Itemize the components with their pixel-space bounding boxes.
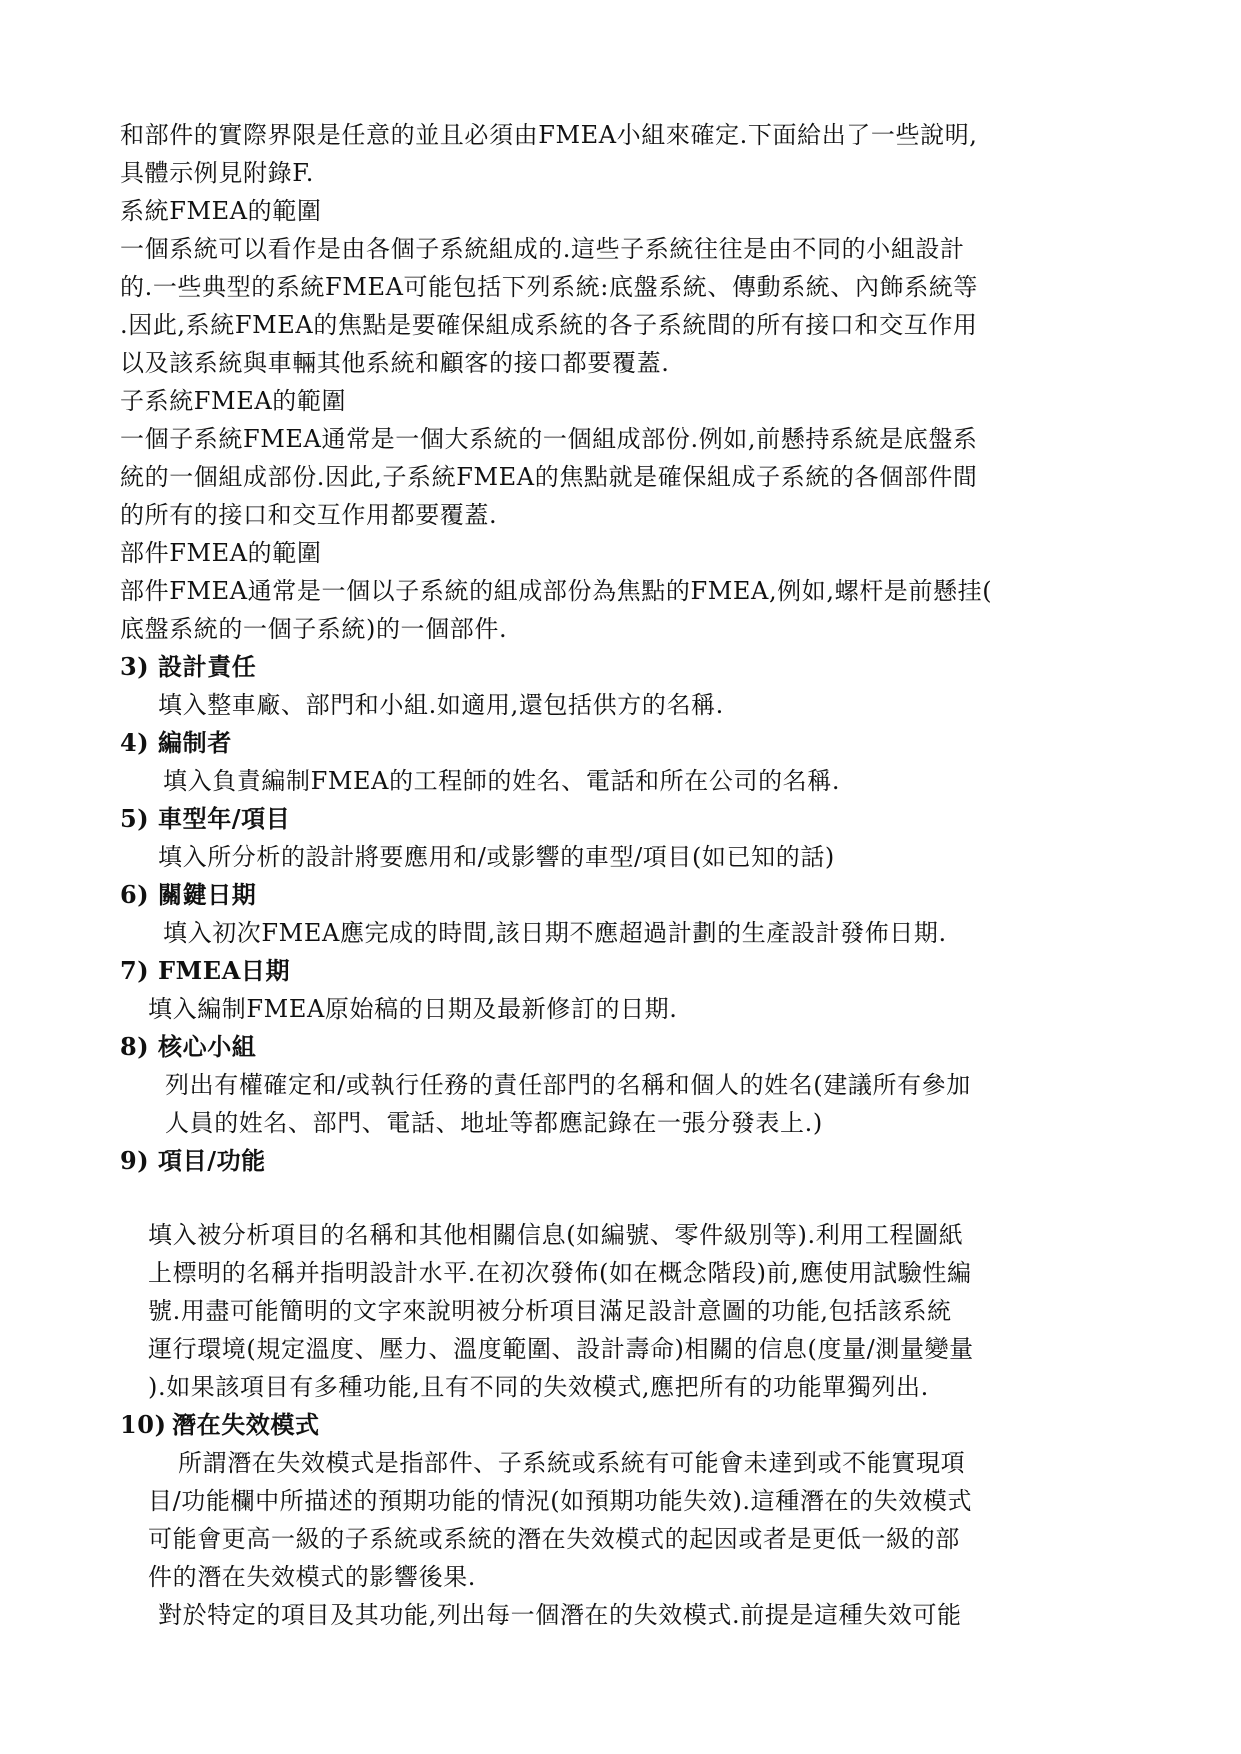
section-number: 7) <box>120 956 150 985</box>
section-heading <box>120 880 256 910</box>
section-body-line: 件的潛在失效模式的影響後果. <box>148 1563 477 1591</box>
paragraph-line: .因此,系統FMEA的焦點是要確保組成系統的各子系統間的所有接口和交互作用 <box>120 311 978 339</box>
section-heading <box>120 804 290 834</box>
section-heading <box>120 728 232 758</box>
paragraph-line: 的所有的接口和交互作用都要覆蓋. <box>120 501 498 529</box>
section-title: 車型年/項目 <box>158 804 291 833</box>
section-body-line: 所謂潛在失效模式是指部件、子系統或系統有可能會未達到或不能實現項 <box>178 1449 966 1477</box>
paragraph-line: 一個子系統FMEA通常是一個大系統的一個組成部份.例如,前懸持系統是底盤系 <box>120 425 978 453</box>
paragraph-line: 以及該系統與車輛其他系統和顧客的接口都要覆蓋. <box>120 349 670 377</box>
section-body-line: 對於特定的項目及其功能,列出每一個潛在的失效模式.前提是這種失效可能 <box>158 1601 962 1629</box>
paragraph-line: 部件FMEA通常是一個以子系統的組成部份為焦點的FMEA,例如,螺杆是前懸挂( <box>120 577 993 605</box>
section-title: 潛在失效模式 <box>172 1410 320 1439</box>
section-number: 5) <box>120 804 150 833</box>
section-body-line: 運行環境(規定溫度、壓力、溫度範圍、設計壽命)相關的信息(度量/測量變量 <box>148 1335 974 1363</box>
intro-line: 和部件的實際界限是任意的並且必須由FMEA小組來確定.下面給出了一些說明, <box>120 121 978 149</box>
section-body-line: 填入被分析項目的名稱和其他相關信息(如編號、零件級別等).利用工程圖紙 <box>148 1221 964 1249</box>
section-title: 關鍵日期 <box>158 880 257 909</box>
section-body-line: 填入初次FMEA應完成的時間,該日期不應超過計劃的生產設計發佈日期. <box>163 919 947 947</box>
section-title: 項目/功能 <box>158 1146 266 1175</box>
section-number: 9) <box>120 1146 150 1175</box>
section-heading <box>120 1032 256 1062</box>
paragraph-line: 統的一個組成部份.因此,子系統FMEA的焦點就是確保組成子系統的各個部件間 <box>120 463 978 491</box>
section-number: 3) <box>120 652 150 681</box>
section-body-line: 上標明的名稱并指明設計水平.在初次發佈(如在概念階段)前,應使用試驗性編 <box>148 1259 972 1287</box>
section-heading <box>120 652 256 682</box>
section-body-line: 可能會更高一級的子系統或系統的潛在失效模式的起因或者是更低一級的部 <box>148 1525 960 1553</box>
section-title: 設計責任 <box>158 652 257 681</box>
section-body-line: 列出有權確定和/或執行任務的責任部門的名稱和個人的姓名(建議所有參加 <box>165 1071 971 1099</box>
section-body-line: 號.用盡可能簡明的文字來說明被分析項目滿足設計意圖的功能,包括該系統 <box>148 1297 952 1325</box>
section-heading <box>120 956 290 986</box>
section-body-line: 人員的姓名、部門、電話、地址等都應記錄在一張分發表上.) <box>165 1109 823 1137</box>
section-heading <box>120 1410 320 1440</box>
section-body-line: ).如果該項目有多種功能,且有不同的失效模式,應把所有的功能單獨列出. <box>148 1373 929 1401</box>
system-scope-title: 系統FMEA的範圍 <box>120 197 322 225</box>
section-number: 10) <box>120 1410 167 1439</box>
intro-line: 具體示例見附錄F. <box>120 159 314 187</box>
section-body-line: 目/功能欄中所描述的預期功能的情況(如預期功能失效).這種潛在的失效模式 <box>148 1487 973 1515</box>
paragraph-line: 底盤系統的一個子系統)的一個部件. <box>120 615 508 643</box>
paragraph-line: 一個系統可以看作是由各個子系統組成的.這些子系統往往是由不同的小組設計 <box>120 235 965 263</box>
section-body-line: 填入編制FMEA原始稿的日期及最新修訂的日期. <box>148 995 678 1023</box>
section-body-line: 填入負責編制FMEA的工程師的姓名、電話和所在公司的名稱. <box>163 767 841 795</box>
section-title: 核心小組 <box>158 1032 257 1061</box>
section-body-line: 填入整車廠、部門和小組.如適用,還包括供方的名稱. <box>158 691 724 719</box>
section-number: 8) <box>120 1032 150 1061</box>
section-heading <box>120 1146 266 1176</box>
subsystem-scope-title: 子系統FMEA的範圍 <box>120 387 347 415</box>
section-title: FMEA日期 <box>158 956 291 985</box>
section-title: 編制者 <box>158 728 232 757</box>
section-number: 4) <box>120 728 150 757</box>
section-number: 6) <box>120 880 150 909</box>
section-body-line: 填入所分析的設計將要應用和/或影響的車型/項目(如已知的話) <box>158 843 835 871</box>
paragraph-line: 的.一些典型的系統FMEA可能包括下列系統:底盤系統、傳動系統、內飾系統等 <box>120 273 978 301</box>
component-scope-title: 部件FMEA的範圍 <box>120 539 322 567</box>
